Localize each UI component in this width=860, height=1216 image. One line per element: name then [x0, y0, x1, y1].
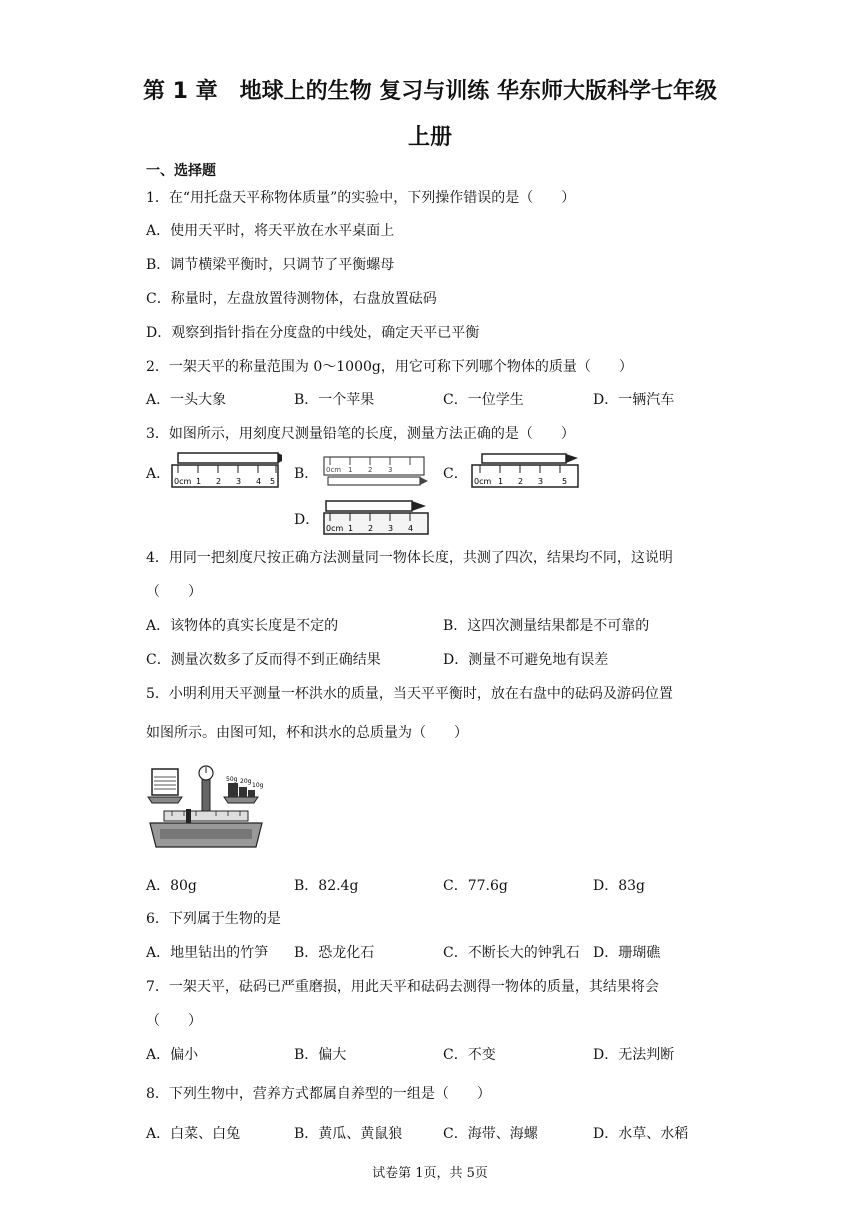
- tick-label: 0cm: [326, 466, 342, 474]
- q1-option-a: A．使用天平时，将天平放在水平桌面上: [146, 223, 395, 239]
- q8-stem: 8．下列生物中，营养方式都属自养型的一组是（ ）: [146, 1086, 491, 1102]
- tick-label: 0cm: [326, 524, 344, 533]
- q3-stem: 3．如图所示，用刻度尺测量铅笔的长度，测量方法正确的是（ ）: [146, 426, 575, 442]
- tick-label: 5: [270, 477, 276, 486]
- q8-option-b: B．黄瓜、黄鼠狼: [294, 1126, 403, 1142]
- q7-option-b: B．偏大: [294, 1047, 347, 1063]
- tick-label: 4: [408, 524, 414, 533]
- tick-label: 1: [348, 466, 353, 474]
- tick-label: 0cm: [474, 477, 492, 486]
- q4-option-c: C．测量次数多了反而得不到正确结果: [146, 652, 381, 668]
- tick-label: 3: [388, 524, 394, 533]
- tick-label: 0cm: [174, 477, 192, 486]
- q2-option-b: B．一个苹果: [294, 392, 375, 408]
- q1-option-b: B．调节横梁平衡时，只调节了平衡螺母: [146, 257, 395, 273]
- tick-label: 5: [562, 477, 568, 486]
- tick-label: 3: [538, 477, 544, 486]
- q5-option-c: C．77.6g: [443, 878, 508, 894]
- section-heading: 一、选择题: [146, 163, 216, 179]
- tick-label: 4: [256, 477, 262, 486]
- ruler-figure-b: [322, 453, 430, 489]
- q2-option-c: C．一位学生: [443, 392, 524, 408]
- q5-option-a: A．80g: [146, 878, 197, 894]
- q4-option-d: D．测量不可避免地有误差: [443, 652, 609, 668]
- tick-label: 3: [236, 477, 242, 486]
- q7-option-c: C．不变: [443, 1047, 496, 1063]
- q5-stem: 5．小明利用天平测量一杯洪水的质量，当天平平衡时，放在右盘中的砝码及游码位置: [146, 686, 673, 702]
- q7-stem: 7．一架天平，砝码已严重磨损，用此天平和砝码去测得一物体的质量，其结果将会: [146, 979, 659, 995]
- tick-label: 2: [368, 466, 373, 474]
- q4-option-b: B．这四次测量结果都是不可靠的: [443, 618, 650, 634]
- balance-figure: [146, 763, 270, 853]
- q7-stem-cont: （ ）: [146, 1013, 202, 1029]
- tick-label: 3: [388, 466, 393, 474]
- q6-option-a: A．地里钻出的竹笋: [146, 945, 269, 961]
- q5-option-d: D．83g: [593, 878, 646, 894]
- q7-option-d: D．无法判断: [593, 1047, 675, 1063]
- q1-option-c: C．称量时，左盘放置待测物体，右盘放置砝码: [146, 291, 437, 307]
- q3-option-c: C．: [443, 466, 468, 482]
- q5-option-b: B．82.4g: [294, 878, 359, 894]
- tick-label: 1: [196, 477, 202, 486]
- q1-option-d: D．观察到指针指在分度盘的中线处，确定天平已平衡: [146, 325, 480, 341]
- q8-option-c: C．海带、海螺: [443, 1126, 538, 1142]
- q4-option-a: A．该物体的真实长度是不定的: [146, 618, 339, 634]
- tick-label: 2: [368, 524, 374, 533]
- q7-option-a: A．偏小: [146, 1047, 199, 1063]
- tick-label: 1: [498, 477, 504, 486]
- weight-label: 20g: [240, 778, 252, 785]
- ruler-figure-a: [170, 451, 282, 489]
- q2-option-a: A．一头大象: [146, 392, 227, 408]
- page-footer: 试卷第 1页，共 5页: [372, 1166, 488, 1181]
- tick-label: 2: [216, 477, 222, 486]
- q8-option-a: A．白菜、白兔: [146, 1126, 241, 1142]
- tick-label: 1: [348, 524, 354, 533]
- q5-stem-cont: 如图所示。由图可知，杯和洪水的总质量为（ ）: [146, 725, 468, 741]
- q3-option-b: B．: [294, 466, 319, 482]
- q6-option-c: C．不断长大的钟乳石: [443, 945, 580, 961]
- page-title: 第 1 章 地球上的生物 复习与训练 华东师大版科学七年级: [143, 79, 717, 104]
- q3-option-a: A．: [146, 466, 171, 482]
- q2-option-d: D．一辆汽车: [593, 392, 675, 408]
- ruler-figure-d: [322, 498, 434, 536]
- q4-stem-cont: （ ）: [146, 584, 202, 600]
- q2-stem: 2．一架天平的称量范围为 0～1000g，用它可称下列哪个物体的质量（ ）: [146, 359, 633, 375]
- weight-label: 10g: [252, 782, 264, 789]
- q6-option-d: D．珊瑚礁: [593, 945, 661, 961]
- tick-label: 2: [518, 477, 524, 486]
- q4-stem: 4．用同一把刻度尺按正确方法测量同一物体长度，共测了四次，结果均不同，这说明: [146, 550, 673, 566]
- q6-option-b: B．恐龙化石: [294, 945, 375, 961]
- q8-option-d: D．水草、水稻: [593, 1126, 689, 1142]
- q1-stem: 1．在“用托盘天平称物体质量”的实验中，下列操作错误的是（ ）: [146, 190, 576, 206]
- q6-stem: 6．下列属于生物的是: [146, 911, 281, 927]
- page-title-line2: 上册: [407, 125, 452, 150]
- ruler-figure-c: [470, 451, 582, 491]
- q3-option-d: D．: [294, 512, 320, 528]
- weight-label: 50g: [226, 776, 238, 783]
